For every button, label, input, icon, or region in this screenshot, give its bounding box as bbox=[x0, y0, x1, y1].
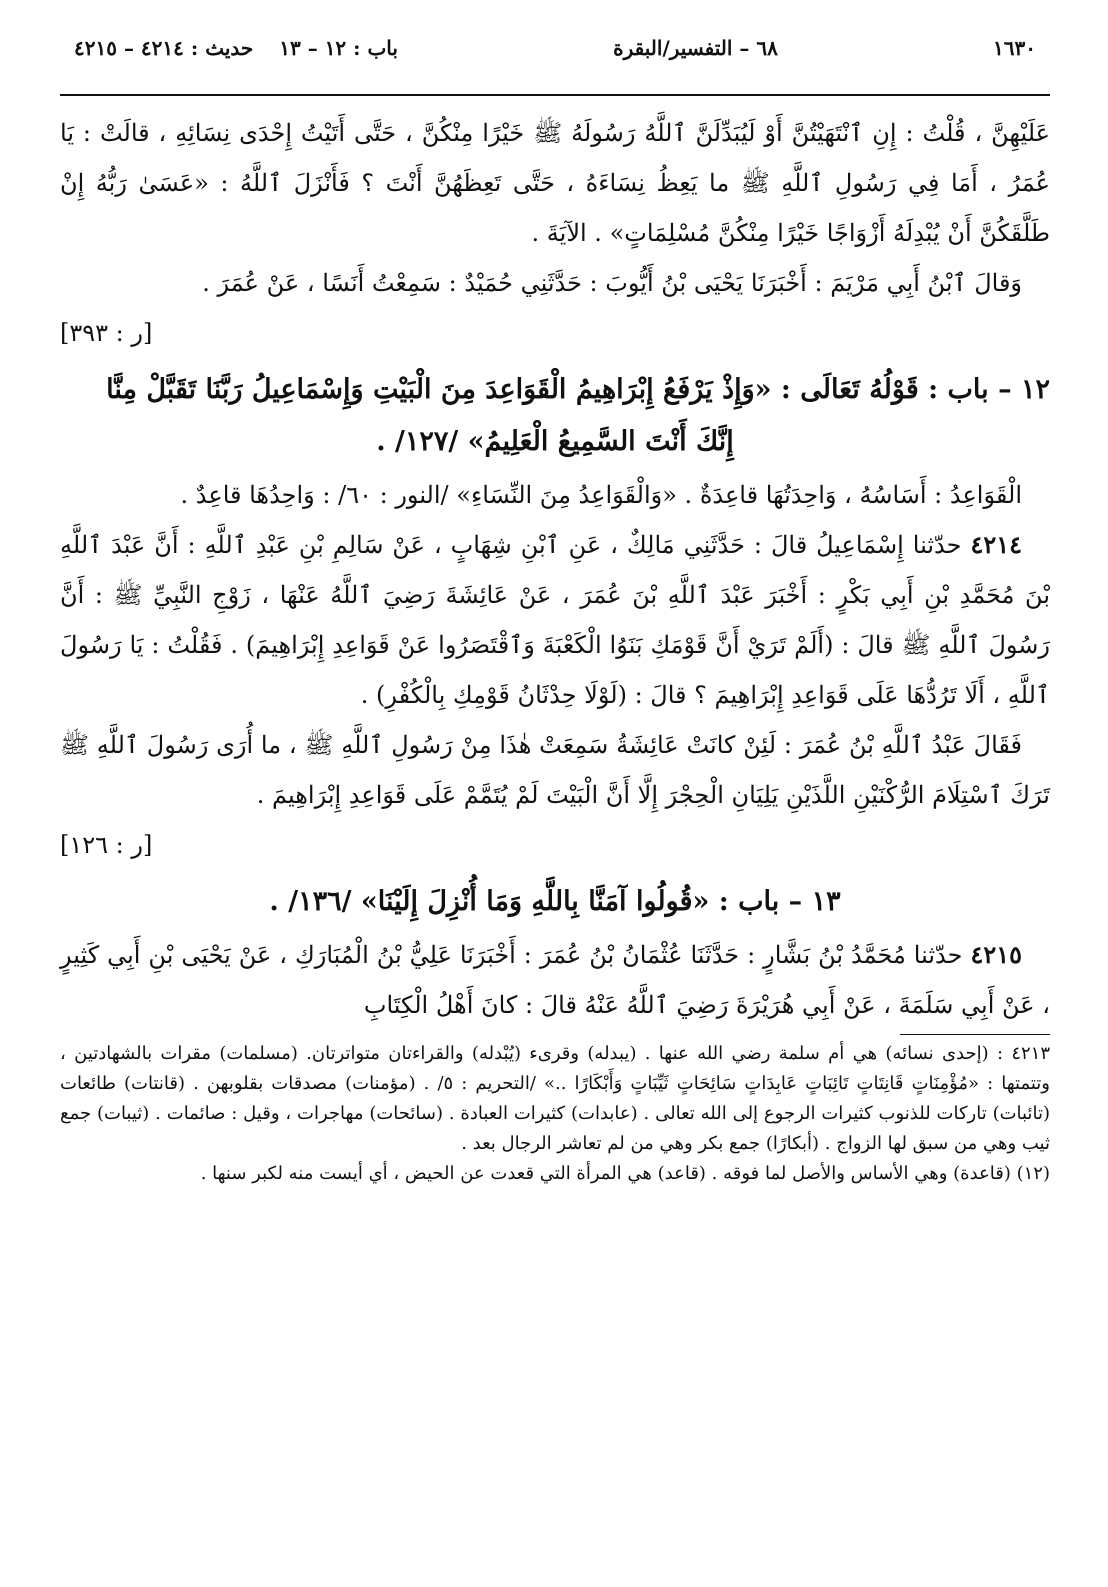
paragraph-2-reference: [ر : ٣٩٣] bbox=[60, 319, 153, 347]
header-ranges bbox=[74, 36, 398, 60]
book-title: ٦٨ – التفسير/البقرة bbox=[613, 36, 778, 60]
hadith-range: حديث : ٤٢١٤ – ٤٢١٥ bbox=[74, 36, 254, 60]
hadith-4214-number: ٤٢١٤ bbox=[970, 530, 1022, 559]
chapter-12-heading bbox=[60, 364, 1050, 468]
chapter-range: باب : ١٢ – ١٣ bbox=[279, 36, 398, 60]
running-header bbox=[60, 28, 1050, 68]
hadith-4214-text: حدّثنا إِسْمَاعِيلُ قالَ : حَدَّثَنِي مَالِكٌ ، عَنِ ٱبْنِ شِهَابٍ ، عَنْ سَالِمِ بْنِ عَبْدِ ٱللَّهِ : أَنَّ عَبْدَ ٱللَّهِ بْنَ مُحَمَّدِ بْنِ أَبِي بَكْرٍ : أَخْبَرَ عَبْدَ ٱللَّهِ بْنَ عُمَرَ ، عَنْ عَائِشَةَ رَضِيَ ٱللَّهُ عَنْهَا ، زَوْجِ النَّبِيِّ ﷺ : أَنَّ رَسُولَ ٱللَّهِ ﷺ قالَ : (أَلَمْ تَرَيْ أَنَّ قَوْمَكِ بَنَوُا الْكَعْبَةَ وَٱقْتَصَرُوا عَنْ قَوَاعِدِ إِبْرَاهِيمَ) . فَقُلْتُ : يَا رَسُولَ ٱللَّهِ ، أَلَا تَرُدُّهَا عَلَى قَوَاعِدِ إِبْرَاهِيمَ ؟ قالَ : (لَوْلَا حِدْثَانُ قَوْمِكِ بِالْكُفْرِ) . bbox=[60, 531, 1050, 709]
main-text bbox=[60, 96, 1050, 1030]
footnote-12: (١٢) (قاعدة) وهي الأساس والأصل لما فوقه . (قاعد) هي المرأة التي قعدت عن الحيض ، أي أيست منه لكبر سنها . bbox=[200, 1163, 1050, 1184]
footnotes bbox=[60, 1039, 1050, 1189]
hadith-4215-number: ٤٢١٥ bbox=[970, 940, 1022, 969]
paragraph-3: الْقَوَاعِدُ : أَسَاسُهُ ، وَاحِدَتُهَا قاعِدَةٌ . «وَالْقَوَاعِدُ مِنَ النِّسَاءِ» /النور : ٦٠/ : وَاحِدُهَا قاعِدٌ . bbox=[180, 481, 1022, 509]
chapter-12-title: ١٢ – باب : قَوْلُهُ تَعَالَى : «وَإِذْ يَرْفَعُ إِبْرَاهِيمُ الْقَوَاعِدَ مِنَ الْبَيْتِ وَإِسْمَاعِيلُ رَبَّنَا تَقَبَّلْ مِنَّا bbox=[106, 374, 1050, 405]
hadith-4214 bbox=[60, 520, 1050, 720]
page bbox=[60, 28, 1050, 1189]
hadith-4215 bbox=[60, 930, 1050, 1030]
paragraph-4-reference: [ر : ١٢٦] bbox=[60, 831, 153, 859]
chapter-13-heading: ١٣ – باب : «قُولُوا آمَنَّا بِاللَّهِ وَمَا أُنْزِلَ إِلَيْنَا» /١٣٦/ . bbox=[269, 886, 841, 917]
paragraph-4: فَقَالَ عَبْدُ ٱللَّهِ بْنُ عُمَرَ : لَئِنْ كانَتْ عَائِشَةُ سَمِعَتْ هٰذَا مِنْ رَسُولِ ٱللَّهِ ﷺ ، ما أُرَى رَسُولَ ٱللَّهِ ﷺ تَرَكَ ٱسْتِلَامَ الرُّكْنَيْنِ اللَّذَيْنِ يَلِيَانِ الْحِجْرَ إِلَّا أَنَّ الْبَيْتَ لَمْ يُتَمَّمْ عَلَى قَوَاعِدِ إِبْرَاهِيمَ . bbox=[60, 731, 1050, 809]
paragraph-2: وَقالَ ٱبْنُ أَبِي مَرْيَمَ : أَخْبَرَنَا يَحْيَى بْنُ أَيُّوبَ : حَدَّثَنِي حُمَيْدٌ : سَمِعْتُ أَنَسًا ، عَنْ عُمَرَ . bbox=[202, 269, 1022, 297]
footnote-rule bbox=[900, 1034, 1050, 1035]
hadith-4215-text: حدّثنا مُحَمَّدُ بْنُ بَشَّارٍ : حَدَّثَنَا عُثْمَانُ بْنُ عُمَرَ : أَخْبَرَنَا عَلِيُّ بْنُ الْمُبَارَكِ ، عَنْ يَحْيَى بْنِ أَبِي كَثِيرٍ ، عَنْ أَبِي سَلَمَةَ ، عَنْ أَبِي هُرَيْرَةَ رَضِيَ ٱللَّهُ عَنْهُ قالَ : كانَ أَهْلُ الْكِتَابِ bbox=[60, 941, 1050, 1019]
page-number: ١٦٣٠ bbox=[993, 36, 1036, 60]
chapter-12-title-end: إِنَّكَ أَنْتَ السَّمِيعُ الْعَلِيمُ» /١٢٧/ . bbox=[376, 426, 734, 457]
footnote-4213: ٤٢١٣ : (إحدى نسائه) هي أم سلمة رضي الله عنها . (يبدله) وقرىء (يُبْدله) والقراءتان متواترتان. (مسلمات) مقرات بالشهادتين ، وتتمتها : «مُؤْمِنَاتٍ قَانِتَاتٍ تَائِبَاتٍ عَابِدَاتٍ سَائِحَاتٍ ثَيِّبَاتٍ وَأَبْكَارًا ..» /التحريم : ٥/ . (مؤمنات) مصدقات بقلوبهن . (قانتات) طائعات (تائبات) تاركات للذنوب كثيرات الرجوع إلى الله تعالى . (عابدات) كثيرات العبادة . (سائحات) مهاجرات ، وقيل : صائمات . (ثيبات) جمع ثيب وهي من سبق لها الزواج . (أبكارًا) جمع بكر وهي من لم تعاشر الرجال بعد . bbox=[60, 1043, 1050, 1154]
paragraph-1: عَلَيْهِنَّ ، قُلْتُ : إِنِ ٱنْتَهَيْتُنَّ أَوْ لَيُبَدِّلَنَّ ٱللَّهُ رَسُولَهُ ﷺ خَيْرًا مِنْكُنَّ ، حَتَّى أَتَيْتُ إِحْدَى نِسَائِهِ ، قالَتْ : يَا عُمَرُ ، أَمَا فِي رَسُولِ ٱللَّهِ ﷺ ما يَعِظُ نِسَاءَهُ ، حَتَّى تَعِظَهُنَّ أَنْتَ ؟ فَأَنْزَلَ ٱللَّهُ : «عَسَىٰ رَبُّهُ إِنْ طَلَّقَكُنَّ أَنْ يُبْدِلَهُ أَزْوَاجًا خَيْرًا مِنْكُنَّ مُسْلِمَاتٍ» . الآيَةَ . bbox=[60, 119, 1050, 247]
